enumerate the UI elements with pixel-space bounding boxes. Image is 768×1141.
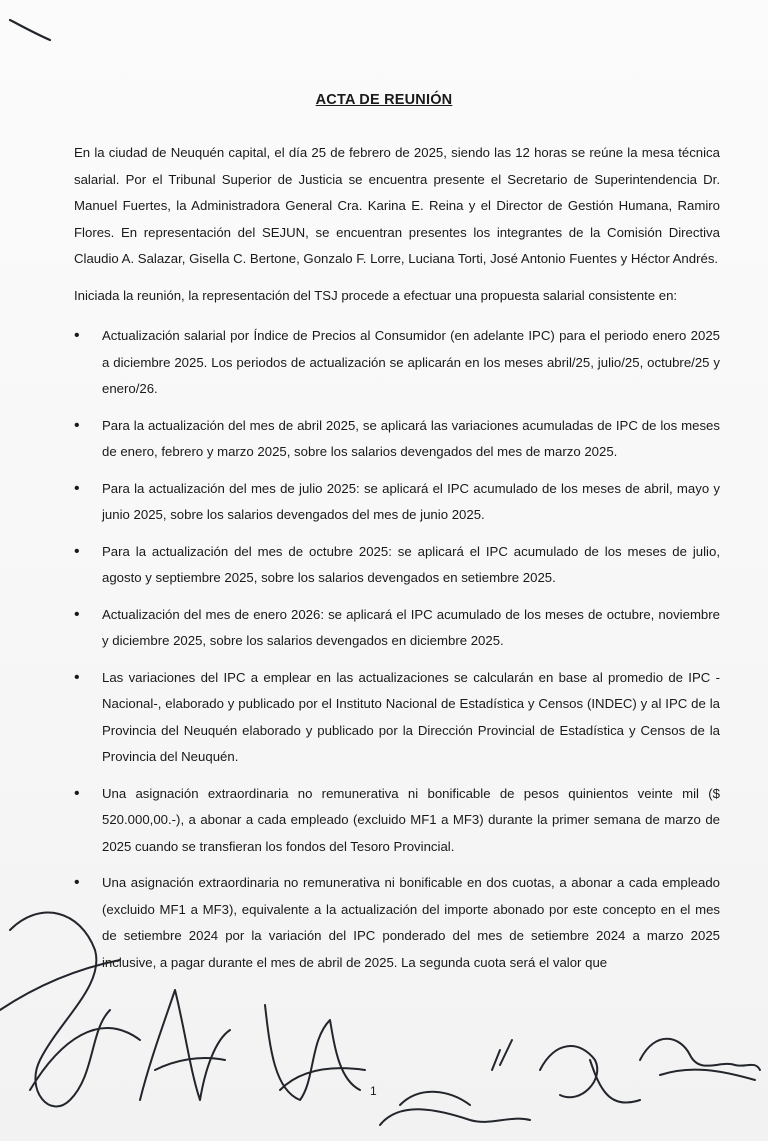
list-item: • Para la actualización del mes de octubre 2025: se aplicará el IPC acumulado de los meses de julio, agosto y septiembre 2025, sobre los salarios devengados en setiembre 2025. [74,539,720,592]
list-item: • Actualización salarial por Índice de Precios al Consumidor (en adelante IPC) para el periodo enero 2025 a diciembre 2025. Los periodos de actualización se aplicarán en los meses abril/25, julio/25, octubre/25 y enero/26. [74,323,720,403]
opening-paragraph: En la ciudad de Neuquén capital, el día 25 de febrero de 2025, siendo las 12 horas se reúne la mesa técnica salarial. Por el Tribunal Superior de Justicia se encuentra presente el Secretario de Superintendencia Dr. Manuel Fuertes, la Administradora General Cra. Karina E. Reina y el Director de Gestión Humana, Ramiro Flores. En representación del SEJUN, se encuentran presentes los integrantes de la Comisión Directiva Claudio A. Salazar, Gisella C. Bertone, Gonzalo F. Lorre, Luciana Torti, José Antonio Fuentes y Héctor Andrés. [74,145,720,266]
document-body [74,140,720,986]
intro-paragraph: Iniciada la reunión, la representación del TSJ procede a efectuar una propuesta salarial consistente en: [74,287,678,303]
list-item: • Para la actualización del mes de julio 2025: se aplicará el IPC acumulado de los meses de abril, mayo y junio 2025, sobre los salarios devengados del mes de junio 2025. [74,476,720,529]
corner-pen-mark [4,6,64,46]
list-item: • Una asignación extraordinaria no remunerativa ni bonificable de pesos quinientos veinte mil ($ 520.000,00.-), a abonar a cada empleado (excluido MF1 a MF3) durante la primer semana de marzo de 2025 cuando se transfieran los fondos del Tesoro Provincial. [74,781,720,861]
list-item: • Actualización del mes de enero 2026: se aplicará el IPC acumulado de los meses de octubre, noviembre y diciembre 2025, sobre los salarios devengados en diciembre 2025. [74,602,720,655]
list-item: • Para la actualización del mes de abril 2025, se aplicará las variaciones acumuladas de IPC de los meses de enero, febrero y marzo 2025, sobre los salarios devengados del mes de marzo 2025. [74,413,720,466]
list-item: • Una asignación extraordinaria no remunerativa ni bonificable en dos cuotas, a abonar a cada empleado (excluido MF1 a MF3), equivalente a la actualización del importe abonado por este concepto en el mes de setiembre 2024 por la variación del IPC ponderado del mes de setiembre 2024 a marzo 2025 inclusive, a pagar durante el mes de abril de 2025. La segunda cuota será el valor que [74,870,720,976]
document-title: ACTA DE REUNIÓN [315,92,453,108]
proposal-list [74,323,720,976]
page-number: 1 [370,1084,377,1098]
list-item: • Las variaciones del IPC a emplear en las actualizaciones se calcularán en base al promedio de IPC -Nacional-, elaborado y publicado por el Instituto Nacional de Estadística y Censos (INDEC) y al IPC de la Provincia del Neuquén elaborado y publicado por la Dirección Provincial de Estadística y Censos de la Provincia del Neuquén. [74,665,720,771]
